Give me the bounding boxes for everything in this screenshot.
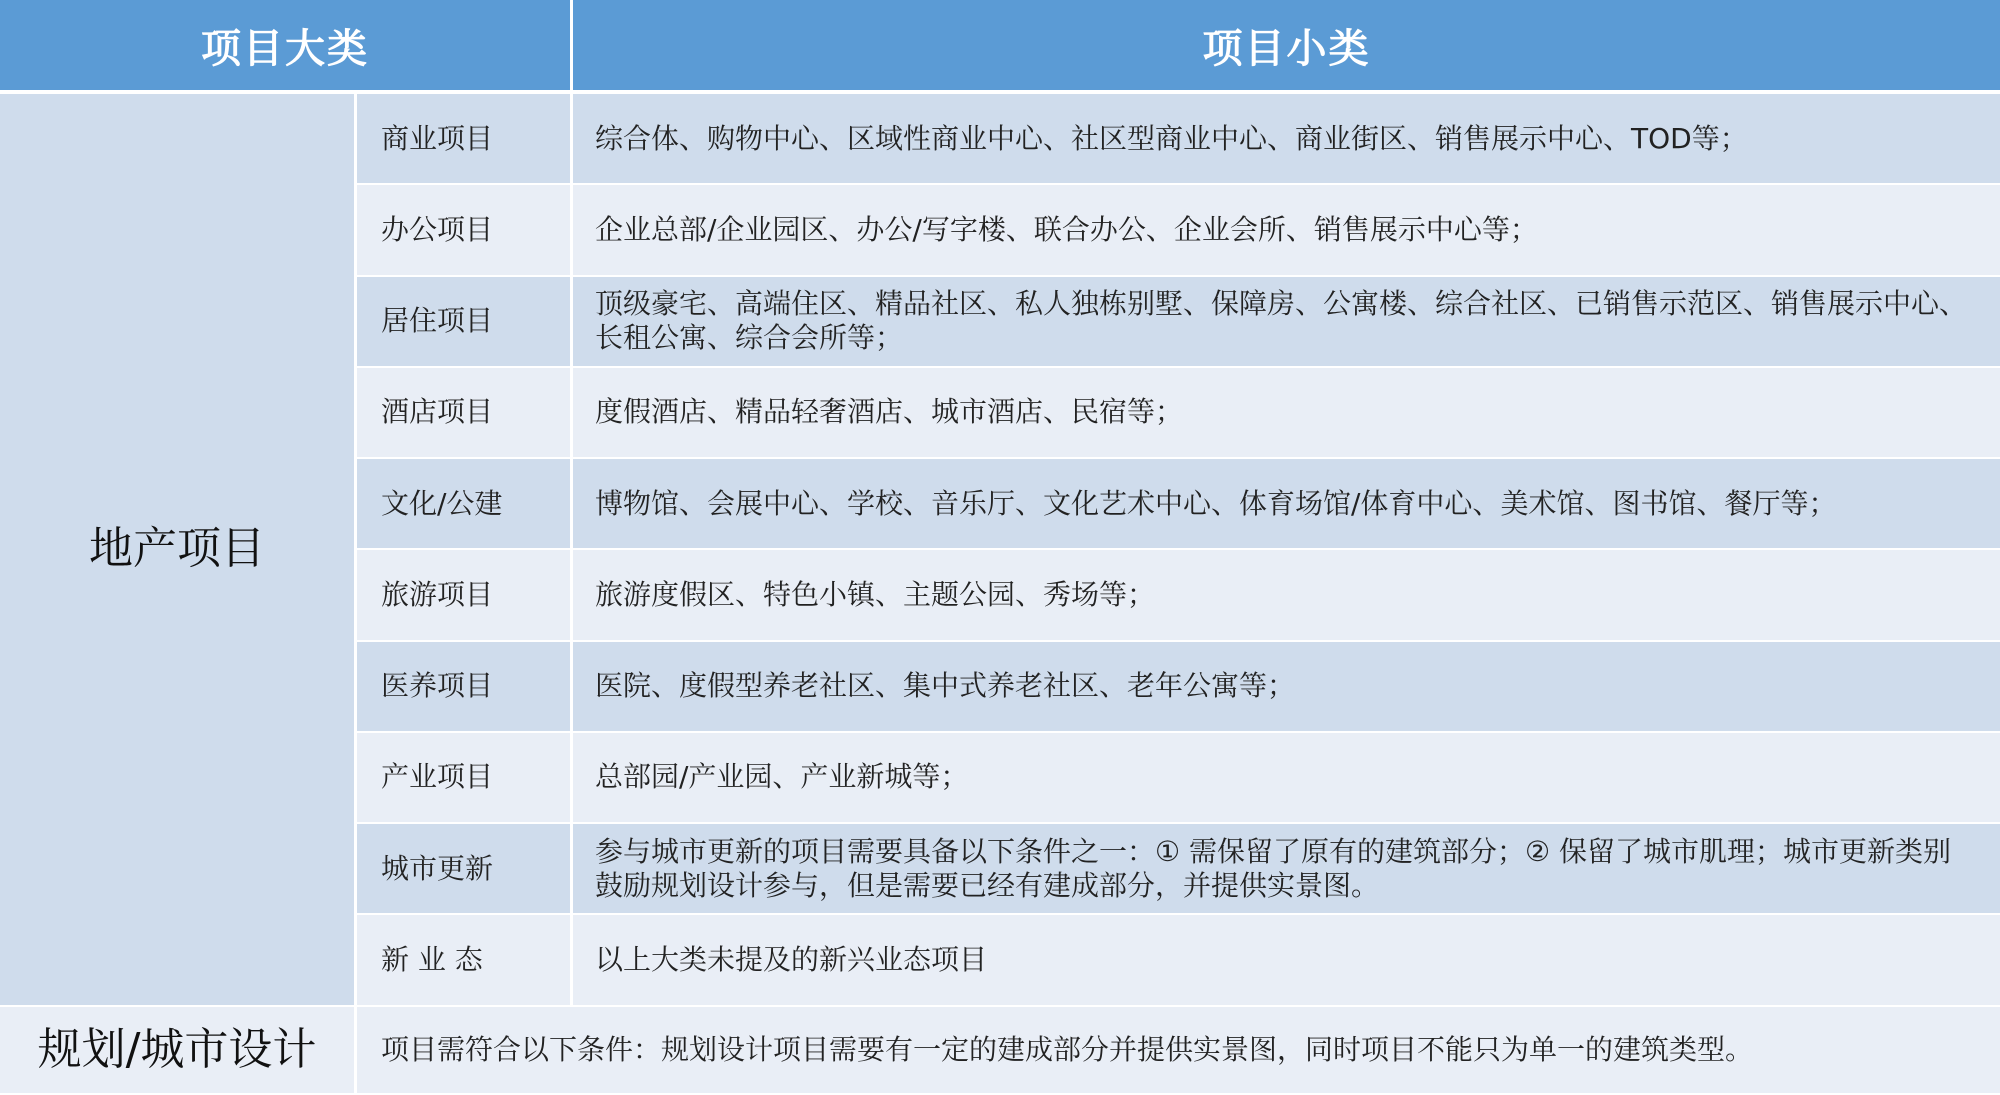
subcategory-description: 总部园/产业园、产业新城等； [573, 733, 2000, 824]
subcategory-description: 以上大类未提及的新兴业态项目 [573, 915, 2000, 1006]
major-category-header: 项目大类 [0, 0, 573, 94]
subcategory-description: 综合体、购物中心、区域性商业中心、社区型商业中心、商业街区、销售展示中心、TOD等； [573, 94, 2000, 185]
subcategory-name: 城市更新 [357, 824, 573, 915]
subcategory-name: 居住项目 [357, 277, 573, 368]
subcategory-name: 新 业 态 [357, 915, 573, 1006]
real-estate-category-cell: 地产项目 [0, 94, 357, 1007]
subcategory-description: 博物馆、会展中心、学校、音乐厅、文化艺术中心、体育场馆/体育中心、美术馆、图书馆、餐厅等； [573, 459, 2000, 550]
header-row [0, 0, 2000, 94]
subcategory-name: 文化/公建 [357, 459, 573, 550]
subcategory-description: 医院、度假型养老社区、集中式养老社区、老年公寓等； [573, 642, 2000, 733]
subcategory-description: 参与城市更新的项目需要具备以下条件之一：① 需保留了原有的建筑部分；② 保留了城市肌理；城市更新类别鼓励规划设计参与，但是需要已经有建成部分，并提供实景图。 [573, 824, 2000, 915]
subcategory-name: 商业项目 [357, 94, 573, 185]
subcategory-name: 医养项目 [357, 642, 573, 733]
subcategory-name: 办公项目 [357, 185, 573, 276]
subcategory-description: 企业总部/企业园区、办公/写字楼、联合办公、企业会所、销售展示中心等； [573, 185, 2000, 276]
subcategory-name: 产业项目 [357, 733, 573, 824]
subcategory-description: 旅游度假区、特色小镇、主题公园、秀场等； [573, 550, 2000, 641]
minor-category-header: 项目小类 [573, 0, 2000, 94]
table-row [0, 1007, 2000, 1095]
planning-category-cell: 规划/城市设计 [0, 1007, 357, 1095]
subcategory-name: 旅游项目 [357, 550, 573, 641]
planning-description: 项目需符合以下条件：规划设计项目需要有一定的建成部分并提供实景图，同时项目不能只为单一的建筑类型。 [357, 1007, 2000, 1095]
table-row [0, 94, 2000, 185]
subcategory-name: 酒店项目 [357, 368, 573, 459]
subcategory-description: 顶级豪宅、高端住区、精品社区、私人独栋别墅、保障房、公寓楼、综合社区、已销售示范区、销售展示中心、长租公寓、综合会所等； [573, 277, 2000, 368]
subcategory-description: 度假酒店、精品轻奢酒店、城市酒店、民宿等； [573, 368, 2000, 459]
